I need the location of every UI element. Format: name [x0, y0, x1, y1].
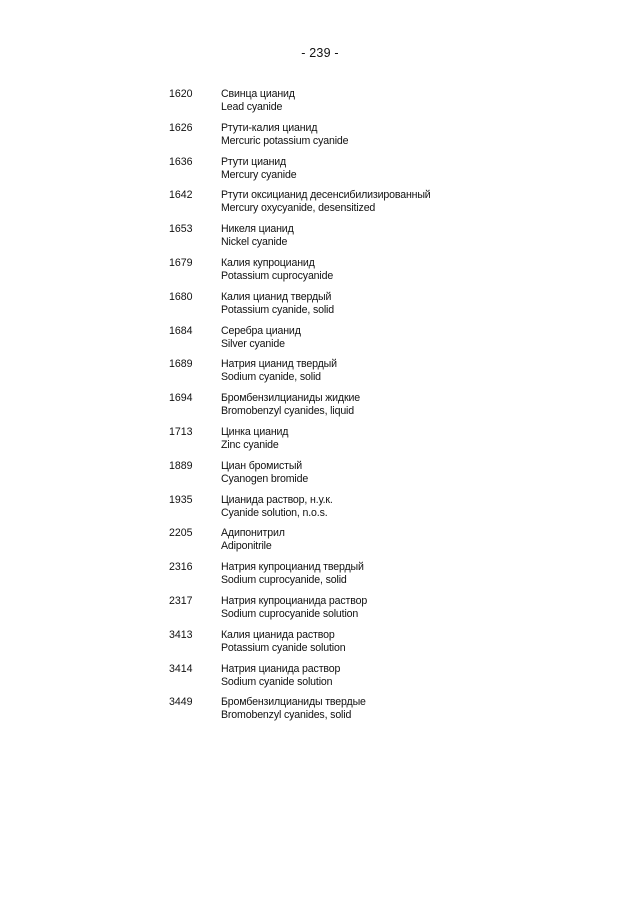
- list-item: [169, 595, 589, 629]
- substance-name-ru: Ртути-калия цианид: [221, 121, 318, 134]
- substance-name-ru: Натрия цианида раствор: [221, 662, 341, 675]
- substance-names: [221, 460, 308, 494]
- list-item: [169, 358, 589, 392]
- list-item: [169, 527, 589, 561]
- substance-name-ru: Никеля цианид: [221, 223, 294, 236]
- list-item: [169, 663, 589, 697]
- un-number: 1684: [169, 324, 193, 337]
- substance-name-ru: Калия цианида раствор: [221, 628, 335, 641]
- substance-name-en: Cyanogen bromide: [221, 472, 309, 485]
- substance-name-ru: Калия купроцианид: [221, 256, 315, 269]
- un-number: 3413: [169, 628, 193, 641]
- un-number: 1653: [169, 223, 193, 236]
- substance-names: [221, 426, 288, 460]
- un-number: 1935: [169, 493, 193, 506]
- substance-name-en: Mercuric potassium cyanide: [221, 134, 349, 147]
- un-number: 1713: [169, 425, 193, 438]
- un-number: 1626: [169, 121, 193, 134]
- substance-name-ru: Бромбензилцианиды твердые: [221, 696, 366, 709]
- entry-list: [169, 88, 589, 730]
- list-item: [169, 426, 589, 460]
- un-number: 1642: [169, 189, 193, 202]
- substance-names: [221, 358, 337, 392]
- substance-names: [221, 223, 294, 257]
- substance-name-ru: Цинка цианид: [221, 425, 289, 438]
- un-number: 1889: [169, 459, 193, 472]
- substance-name-ru: Ртути оксицианид десенсибилизированный: [221, 189, 431, 202]
- substance-name-en: Potassium cuprocyanide: [221, 269, 334, 282]
- substance-name-ru: Свинца цианид: [221, 88, 295, 100]
- un-number: 3414: [169, 662, 193, 675]
- substance-name-en: Cyanide solution, n.o.s.: [221, 506, 328, 519]
- un-number: 2316: [169, 561, 193, 574]
- substance-name-en: Mercury oxycyanide, desensitized: [221, 202, 376, 215]
- list-item: [169, 494, 589, 528]
- substance-name-en: Silver cyanide: [221, 337, 285, 350]
- list-item: [169, 223, 589, 257]
- substance-name-en: Nickel cyanide: [221, 236, 288, 249]
- substance-name-ru: Серебра цианид: [221, 324, 301, 337]
- un-number: 1636: [169, 155, 193, 168]
- substance-names: [221, 527, 285, 561]
- list-item: [169, 189, 589, 223]
- substance-name-ru: Натрия цианид твердый: [221, 358, 337, 371]
- list-item: [169, 88, 589, 122]
- list-item: [169, 122, 589, 156]
- list-item: [169, 460, 589, 494]
- substance-names: [221, 663, 340, 697]
- list-item: [169, 392, 589, 426]
- un-number: 3449: [169, 696, 193, 709]
- substance-names: [221, 88, 295, 122]
- substance-names: [221, 595, 367, 629]
- substance-name-en: Potassium cyanide solution: [221, 641, 346, 654]
- substance-names: [221, 291, 334, 325]
- list-item: [169, 561, 589, 595]
- list-item: [169, 291, 589, 325]
- list-item: [169, 629, 589, 663]
- list-item: [169, 696, 589, 730]
- un-number: 1694: [169, 392, 193, 405]
- substance-names: [221, 189, 431, 223]
- substance-names: [221, 122, 348, 156]
- substance-name-ru: Калия цианид твердый: [221, 290, 332, 303]
- un-number: 2205: [169, 527, 193, 540]
- un-number: 1620: [169, 88, 193, 100]
- substance-name-ru: Ртути цианид: [221, 155, 287, 168]
- substance-names: [221, 561, 364, 595]
- substance-name-en: Potassium cyanide, solid: [221, 303, 334, 316]
- substance-name-en: Mercury cyanide: [221, 168, 297, 181]
- list-item: [169, 325, 589, 359]
- substance-names: [221, 257, 333, 291]
- substance-name-en: Sodium cyanide solution: [221, 675, 333, 688]
- un-number: 1689: [169, 358, 193, 371]
- substance-names: [221, 629, 345, 663]
- substance-name-ru: Натрия купроцианид твердый: [221, 561, 364, 574]
- substance-name-en: Bromobenzyl cyanides, liquid: [221, 405, 355, 418]
- substance-names: [221, 325, 301, 359]
- substance-names: [221, 494, 333, 528]
- substance-name-en: Sodium cuprocyanide, solid: [221, 574, 347, 587]
- substance-name-ru: Цианида раствор, н.у.к.: [221, 493, 333, 506]
- un-number: 1679: [169, 256, 193, 269]
- un-number: 2317: [169, 594, 193, 607]
- substance-name-en: Zinc cyanide: [221, 438, 279, 451]
- substance-names: [221, 696, 366, 730]
- substance-name-en: Sodium cyanide, solid: [221, 371, 321, 384]
- page-number: - 239 -: [301, 46, 339, 60]
- substance-name-en: Lead cyanide: [221, 101, 283, 113]
- list-item: [169, 156, 589, 190]
- list-item: [169, 257, 589, 291]
- un-number: 1680: [169, 290, 193, 303]
- substance-name-en: Bromobenzyl cyanides, solid: [221, 709, 352, 722]
- substance-name-ru: Циан бромистый: [221, 459, 303, 472]
- substance-names: [221, 156, 296, 190]
- substance-name-ru: Натрия купроцианида раствор: [221, 594, 368, 607]
- substance-name-ru: Адипонитрил: [221, 527, 285, 540]
- substance-names: [221, 392, 360, 426]
- substance-name-en: Sodium cuprocyanide solution: [221, 607, 359, 620]
- substance-name-ru: Бромбензилцианиды жидкие: [221, 392, 360, 405]
- substance-name-en: Adiponitrile: [221, 540, 272, 553]
